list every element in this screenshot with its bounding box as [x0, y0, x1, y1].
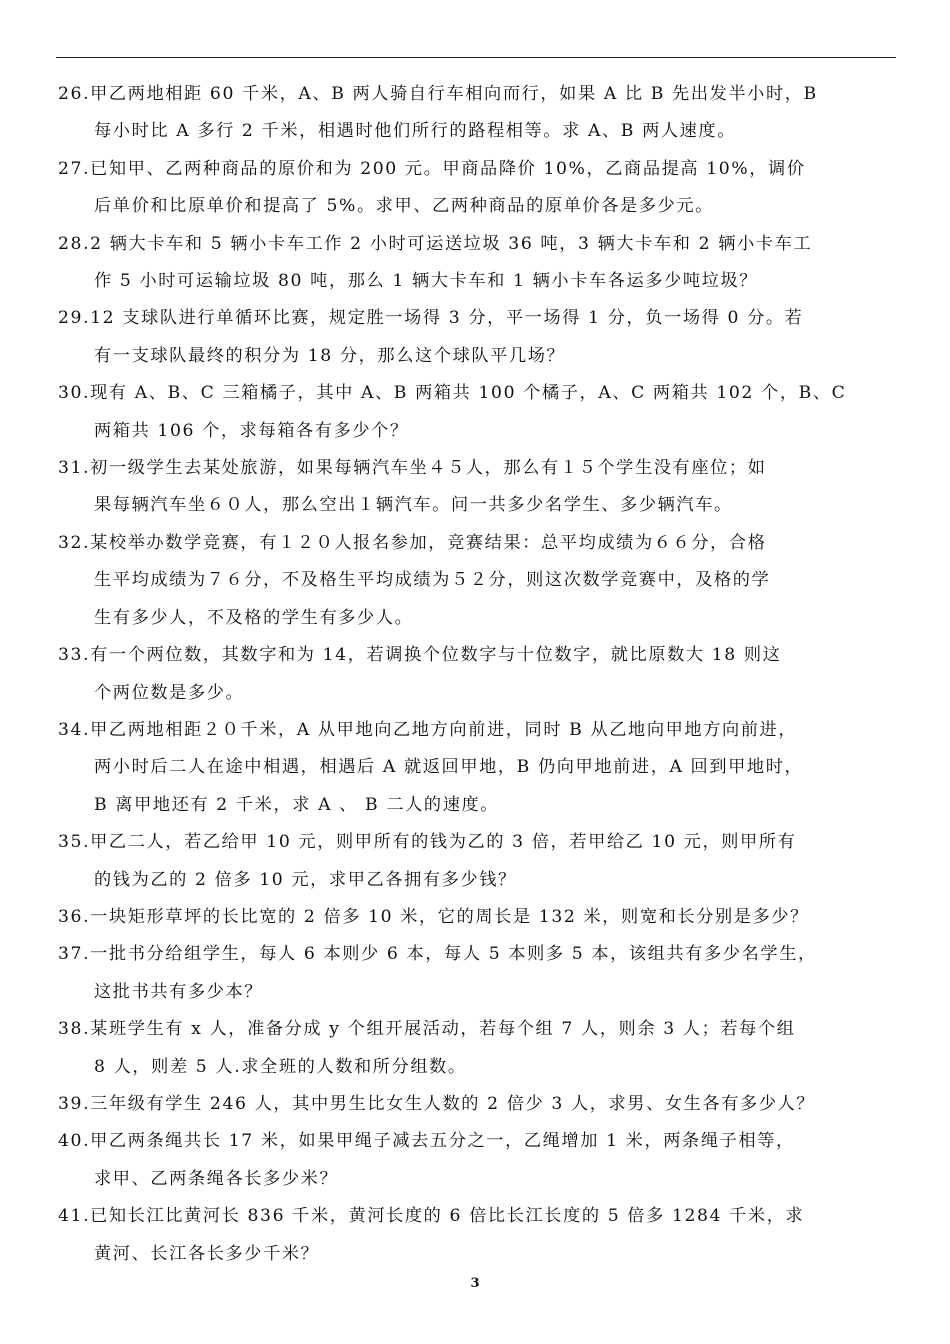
problem-line: 生有多少人，不及格的学生有多少人。: [94, 607, 414, 628]
problem-line: 有一支球队最终的积分为 18 分，那么这个球队平几场？: [94, 345, 566, 366]
problem-41: [58, 1198, 896, 1273]
problem-line: 28.2 辆大卡车和 5 辆小卡车工作 2 小时可运送垃圾 36 吨，3 辆大卡车和 2 辆小卡车工: [58, 233, 813, 254]
problem-line: 35.甲乙二人，若乙给甲 10 元，则甲所有的钱为乙的 3 倍，若甲给乙 10 元，则甲所有: [58, 832, 797, 853]
problem-line: 41.已知长江比黄河长 836 千米，黄河长度的 6 倍比长江长度的 5 倍多 1284 千米，求: [58, 1206, 805, 1227]
problem-line: 31.初一级学生去某处旅游，如果每辆汽车坐４５人，那么有１５个学生没有座位；如: [58, 458, 767, 479]
problem-30: [58, 375, 896, 450]
problem-38: [58, 1011, 896, 1086]
problem-list: [58, 76, 896, 1273]
problem-line: 两箱共 106 个，求每箱各有多少个？: [94, 420, 409, 441]
problem-26: [58, 76, 896, 151]
header-rule: [56, 57, 896, 58]
problem-line: 38.某班学生有 x 人，准备分成 y 个组开展活动，若每个组 7 人，则余 3 人；若每个组: [58, 1019, 796, 1040]
problem-line: 36.一块矩形草坪的长比宽的 2 倍多 10 米，它的周长是 132 米，则宽和长分别是多少？: [58, 906, 809, 927]
problem-39: [58, 1086, 896, 1123]
problem-29: [58, 300, 896, 375]
problem-line: 的钱为乙的 2 倍多 10 元，求甲乙各拥有多少钱？: [94, 869, 517, 890]
problem-line: B 离甲地还有 2 千米，求 A 、 B 二人的速度。: [94, 794, 500, 815]
problem-line: 8 人，则差 5 人.求全班的人数和所分组数。: [94, 1056, 467, 1077]
problem-28: [58, 226, 896, 301]
problem-33: [58, 637, 896, 712]
problem-line: 这批书共有多少本？: [94, 981, 264, 1002]
problem-line: 34.甲乙两地相距２０千米，A 从甲地向乙地方向前进，同时 B 从乙地向甲地方向前进，: [58, 719, 798, 740]
problem-line: 29.12 支球队进行单循环比赛，规定胜一场得 3 分，平一场得 1 分，负一场得 0 分。若: [58, 308, 804, 329]
problem-40: [58, 1123, 896, 1198]
problem-line: 32.某校举办数学竞赛，有１２０人报名参加，竞赛结果：总平均成绩为６６分，合格: [58, 532, 767, 553]
problem-line: 33.有一个两位数，其数字和为 14，若调换个位数字与十位数字，就比原数大 18 则这: [58, 645, 782, 666]
problem-line: 27.已知甲、乙两种商品的原价和为 200 元。甲商品降价 10%，乙商品提高 10%，调价: [58, 158, 806, 179]
problem-line: 作 5 小时可运输垃圾 80 吨，那么 1 辆大卡车和 1 辆小卡车各运多少吨垃圾？: [94, 271, 759, 292]
problem-37: [58, 936, 896, 1011]
problem-line: 每小时比 A 多行 2 千米，相遇时他们所行的路程相等。求 A、B 两人速度。: [94, 121, 737, 142]
problem-32: [58, 525, 896, 637]
problem-line: 30.现有 A、B、C 三箱橘子，其中 A、B 两箱共 100 个橘子，A、C 两箱共 102 个，B、C: [58, 383, 847, 404]
problem-line: 后单价和比原单价和提高了 5%。求甲、乙两种商品的原单价各是多少元。: [94, 196, 714, 217]
problem-31: [58, 450, 896, 525]
problem-35: [58, 824, 896, 899]
problem-34: [58, 712, 896, 824]
problem-line: 37.一批书分给组学生，每人 6 本则少 6 本，每人 5 本则多 5 本，该组共有多少名学生，: [58, 944, 817, 965]
problem-line: 40.甲乙两条绳共长 17 米，如果甲绳子减去五分之一，乙绳增加 1 米，两条绳子相等，: [58, 1131, 795, 1152]
problem-line: 个两位数是多少。: [94, 682, 245, 703]
problem-36: [58, 899, 896, 936]
page-number: 3: [470, 1276, 480, 1291]
problem-line: 两小时后二人在途中相遇，相遇后 A 就返回甲地，B 仍向甲地前进，A 回到甲地时，: [94, 757, 804, 778]
problem-line: 求甲、乙两条绳各长多少米？: [94, 1168, 339, 1189]
problem-line: 生平均成绩为７６分，不及格生平均成绩为５２分，则这次数学竞赛中，及格的学: [94, 570, 771, 591]
problem-line: 果每辆汽车坐６０人，那么空出１辆汽车。问一共多少名学生、多少辆汽车。: [94, 495, 733, 516]
problem-line: 黄河、长江各长多少千米？: [94, 1243, 320, 1264]
problem-line: 26.甲乙两地相距 60 千米，A、B 两人骑自行车相向而行，如果 A 比 B 先出发半小时，B: [58, 84, 818, 104]
problem-line: 39.三年级有学生 246 人，其中男生比女生人数的 2 倍少 3 人，求男、女生各有多少人？: [58, 1093, 816, 1114]
problem-27: [58, 151, 896, 226]
